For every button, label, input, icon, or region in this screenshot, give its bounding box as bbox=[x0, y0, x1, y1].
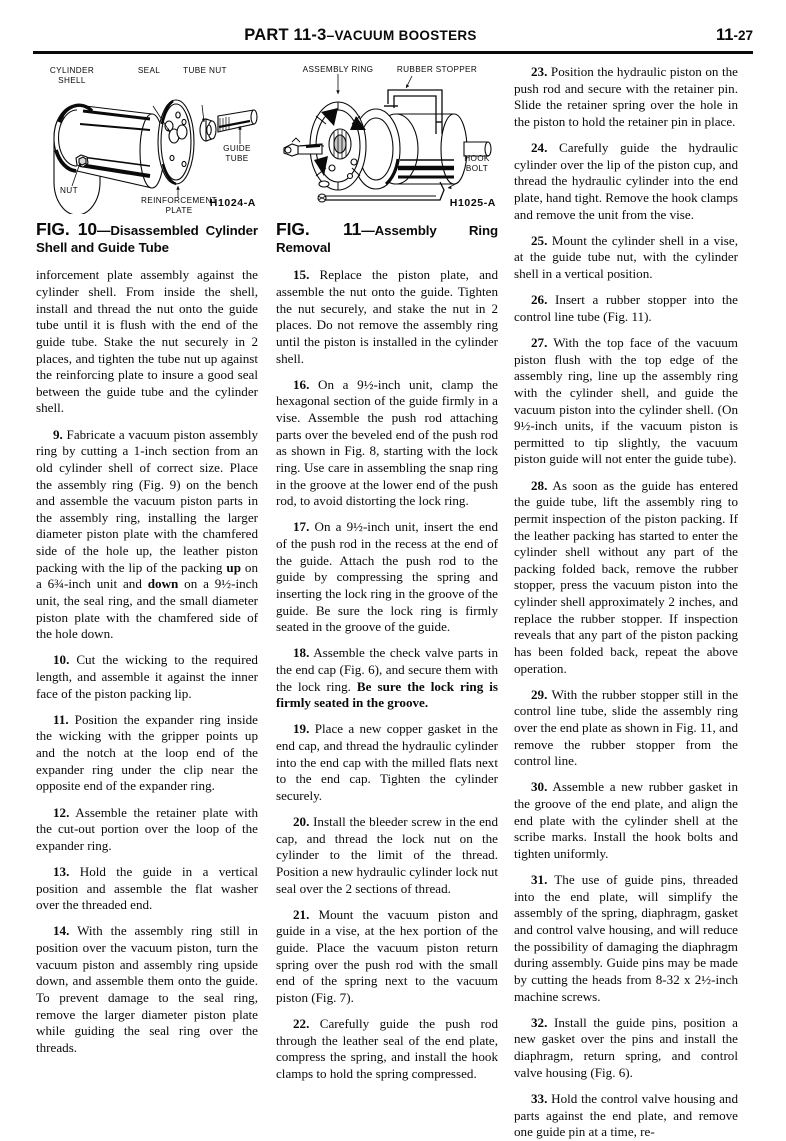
step-24 bbox=[514, 140, 738, 223]
step-18-number: 18. bbox=[293, 645, 310, 661]
step-26 bbox=[514, 292, 738, 325]
running-head bbox=[33, 26, 753, 48]
step-15 bbox=[276, 267, 498, 367]
text-column-1 bbox=[36, 64, 258, 1057]
step-26-text: Insert a rubber stopper into the control line tube (Fig. 11). bbox=[514, 292, 738, 324]
step-20 bbox=[276, 814, 498, 897]
step-17-text: On a 9½-inch unit, insert the end of the push rod in the recess at the end of the guide. Attach the push rod to the guide by compressing the spring and inserting the lock ring in the groove of the guide. Be sure the lock ring is firmly seated in the groove of the guide. bbox=[276, 519, 498, 635]
step-24-number: 24. bbox=[531, 140, 548, 156]
step-21-number: 21. bbox=[293, 906, 310, 922]
step-19-text: Place a new copper gasket in the end cap, and thread the hydraulic cylinder into the end cap with the milled flats next to the end cap. Tighten the cylinder securely. bbox=[276, 721, 498, 803]
step-25-number: 25. bbox=[531, 232, 548, 248]
figure-11-dash: — bbox=[361, 223, 375, 238]
part-number: PART 11-3 bbox=[244, 26, 327, 44]
step-9-tail: on a 9½-inch unit, the seal ring, and the small diameter piston plate with the chamfered side of the hole down. bbox=[36, 576, 259, 642]
step-10-number: 10. bbox=[53, 652, 70, 668]
callout-tube-nut: TUBE NUT bbox=[183, 66, 227, 75]
step-30-text: Assemble a new rubber gasket in the groove of the end plate, and align the end plate with the cylinder shell at the scribe marks. Install the hook bolts and tighten uniformly. bbox=[514, 779, 738, 862]
page-minor: -27 bbox=[733, 28, 753, 43]
figure-10-dash: — bbox=[97, 223, 111, 238]
figure-11-illustration bbox=[276, 64, 498, 214]
step-22 bbox=[276, 1016, 498, 1083]
step-9 bbox=[36, 427, 258, 643]
step-23-number: 23. bbox=[531, 64, 548, 79]
step-25-text: Mount the cylinder shell in a vise, at the guide tube nut, with the cylinder shell in a vertical position. bbox=[514, 232, 738, 282]
step-30 bbox=[514, 779, 738, 862]
step-19 bbox=[276, 721, 498, 804]
step-21-text: Mount the vacuum piston and guide in a vise, at the hex portion of the guide. Place the vacuum piston return spring over the push rod with the small end of the spring next to the vacuum piston (Fig. 7). bbox=[276, 906, 498, 1005]
figure-10-artwork bbox=[36, 64, 258, 214]
step-9-mid: on a 6¾-inch unit and bbox=[36, 559, 259, 592]
step-13-text: Hold the guide in a vertical position and assemble the flat washer over the threaded end. bbox=[36, 863, 258, 913]
step-17-number: 17. bbox=[293, 519, 310, 535]
step-15-number: 15. bbox=[293, 267, 310, 283]
figure-11-title: Assembly Ring Removal bbox=[276, 223, 498, 255]
step-12 bbox=[36, 805, 258, 855]
step-11-text: Position the expander ring inside the wicking with the gripper points up and the notch at the loop end of the expander ring under the clip near the opposite end of the expander ring. bbox=[36, 711, 258, 794]
figure-11 bbox=[276, 64, 498, 255]
figure-11-artwork bbox=[276, 64, 498, 214]
step-30-number: 30. bbox=[531, 779, 548, 795]
figure-10-code: H1024-A bbox=[209, 196, 256, 209]
callout-cylinder-shell: CYLINDER SHELL bbox=[49, 66, 95, 85]
step-14 bbox=[36, 923, 258, 1056]
callout-guide-tube: GUIDE TUBE bbox=[223, 144, 251, 163]
step-14-number: 14. bbox=[53, 923, 70, 939]
step-14-text: With the assembly ring still in position over the vacuum piston, turn the vacuum piston and assembly ring upside down, and assemble them onto the guide. To prevent damage to the seal ring, remove the larger diameter piston plate while guiding the seal ring over the threads. bbox=[36, 923, 258, 1055]
figure-10-title: Disassembled Cylinder Shell and Guide Tube bbox=[36, 223, 258, 255]
page-number bbox=[716, 26, 753, 45]
step-29-text: With the rubber stopper still in the control line tube, slide the assembly ring over the end plate as shown in Fig. 11, and remove the rubber stopper from the control line. bbox=[514, 686, 739, 769]
step-13 bbox=[36, 864, 258, 914]
step-22-text: Carefully guide the push rod through the leather seal of the end plate, compress the spring, and install the hook clamps to hold the spring compressed. bbox=[276, 1016, 498, 1082]
step-29 bbox=[514, 687, 738, 770]
step-15-text: Replace the piston plate, and assemble the nut onto the guide. Tighten the nut securely, and stake the nut in 2 places. Do not remove the assembly ring until the piston is installed in the cylinder shell. bbox=[276, 267, 498, 366]
page-major: 11 bbox=[716, 26, 734, 44]
step-33 bbox=[514, 1091, 738, 1141]
step-31-number: 31. bbox=[531, 872, 548, 888]
step-23 bbox=[514, 64, 738, 131]
callout-rubber-stopper: RUBBER STOPPER bbox=[396, 65, 478, 74]
figure-10 bbox=[36, 64, 258, 255]
step-16-text: On a 9½-inch unit, clamp the hexagonal section of the guide firmly in a vise. Assemble the push rod attaching parts over the beveled end of the push rod as shown in Fig. 8, starting with the lock ring. Use care in assembling the snap ring in the groove at the lower end of the push rod, to avoid distorting the lock ring. bbox=[276, 376, 498, 509]
step-28 bbox=[514, 478, 738, 678]
step-21 bbox=[276, 907, 498, 1007]
callout-assembly-ring: ASSEMBLY RING bbox=[302, 65, 374, 74]
step-27-number: 27. bbox=[531, 334, 548, 350]
step-23-text: Position the hydraulic piston on the push rod and secure with the retainer pin. Slide the retainer spring over the hole in the piston to hold the retainer pin in place. bbox=[514, 64, 738, 129]
step-10 bbox=[36, 652, 258, 702]
step-27 bbox=[514, 335, 738, 468]
text-column-3 bbox=[514, 64, 738, 1141]
step-20-text: Install the bleeder screw in the end cap, and thread the lock nut on the cylinder to the limit of the thread. Position a new hydraulic cylinder lock nut seal over the 2 sections of thread. bbox=[276, 814, 498, 896]
step-27-text: With the top face of the vacuum piston flush with the top edge of the assembly ring, line up the assembly ring with the cylinder shell, and guide the vacuum piston into the cylinder shell. (On 9½-inch units, if the vacuum piston is permitted to tip slightly, the vacuum piston guide will not enter the guide tube). bbox=[514, 334, 738, 467]
step-9-bold-down: down bbox=[147, 576, 179, 592]
step-29-number: 29. bbox=[531, 686, 548, 702]
header-rule bbox=[33, 51, 753, 54]
step-28-text: As soon as the guide has entered the guide tube, lift the assembly ring to permit inspection of the piston packing. If the leather packing has started to enter the cylinder shell without any part of the packing folded back, remove the rubber stopper, press the vacuum piston into the cylinder shell approximately 2 inches, and replace the rubber stopper. If inspection reveals that any part of the piston packing has been folded back, repeat the above operation. bbox=[514, 477, 738, 676]
step-32 bbox=[514, 1015, 738, 1082]
title-dash: – bbox=[326, 27, 335, 43]
step-28-number: 28. bbox=[531, 477, 548, 493]
callout-seal: SEAL bbox=[137, 66, 161, 75]
step-18 bbox=[276, 645, 498, 712]
step-16-number: 16. bbox=[293, 376, 310, 392]
step-9-text: Fabricate a vacuum piston assembly ring by cutting a 1-inch section from an old cylinder shell of correct size. Place the assembly ring (Fig. 9) on the bench and assemble the vacuum piston parts in the assembly ring, installing the larger diameter piston plate with the chamfered side of the hole up, the leather piston packing with the lip of the packing bbox=[36, 426, 259, 575]
figure-11-code: H1025-A bbox=[449, 196, 496, 209]
figure-11-caption bbox=[276, 219, 498, 255]
page-title bbox=[33, 26, 688, 45]
figure-11-label: FIG. 11 bbox=[276, 219, 362, 239]
step-18-text: Assemble the check valve parts in the end cap (Fig. 6), and secure them with the lock ring. bbox=[276, 645, 498, 694]
step-13-number: 13. bbox=[53, 863, 70, 879]
step-33-number: 33. bbox=[531, 1090, 548, 1106]
step-19-number: 19. bbox=[293, 721, 310, 737]
figure-10-caption bbox=[36, 219, 258, 255]
callout-nut: NUT bbox=[60, 186, 78, 195]
step-24-text: Carefully guide the hydraulic cylinder over the lip of the piston cup, and thread the hydraulic cylinder into the end plate, hand tight. Remove the hook clamps and remove the unit from the vise. bbox=[514, 140, 739, 222]
text-column-2 bbox=[276, 64, 498, 1083]
step-18-bold-tail: Be sure the lock ring is firmly seated in the groove. bbox=[276, 678, 498, 711]
step-22-number: 22. bbox=[293, 1016, 310, 1032]
step-11 bbox=[36, 712, 258, 795]
step-17 bbox=[276, 519, 498, 635]
step-25 bbox=[514, 233, 738, 283]
step-31-text: The use of guide pins, threaded into the end plate, will simplify the assembly of the spring, diaphragm, gasket and control valve housing, and will reduce the possibility of damaging the diaphragm during assembly. Guide pins may be made by cutting the heads from 8-32 x 2½-inch machine screws. bbox=[514, 872, 738, 1004]
callout-reinforcement-plate: REINFORCEMENT PLATE bbox=[141, 196, 217, 215]
step-32-text: Install the guide pins, position a new gasket over the pins and install the diaphragm, return spring, and control valve housing (Fig. 6). bbox=[514, 1014, 738, 1080]
step-20-number: 20. bbox=[293, 814, 310, 830]
step-9-bold-up: up bbox=[226, 559, 241, 575]
step-32-number: 32. bbox=[531, 1014, 548, 1030]
step-16 bbox=[276, 377, 498, 510]
step-33-text: Hold the control valve housing and parts against the end plate, and remove one guide pin at a time, re- bbox=[514, 1090, 738, 1140]
step-9-number: 9. bbox=[53, 426, 63, 442]
step-31 bbox=[514, 872, 738, 1005]
paragraph-continuation: inforcement plate assembly against the cylinder shell. From inside the shell, install and thread the nut onto the guide tube until it is flush with the end of the guide tube. Stake the nut securely in 2 places, and tighten the tube nut up against the reinforcing plate to insure a good seal between the guide tube and the cylinder shell. bbox=[36, 267, 258, 416]
step-26-number: 26. bbox=[531, 292, 548, 308]
step-12-number: 12. bbox=[53, 804, 70, 820]
step-10-text: Cut the wicking to the required length, and assemble it against the inner face of the piston packing lip. bbox=[36, 652, 258, 701]
step-11-number: 11. bbox=[53, 711, 69, 727]
callout-hook-bolt: HOOK BOLT bbox=[464, 154, 490, 173]
page-subject: VACUUM BOOSTERS bbox=[334, 28, 477, 43]
step-12-text: Assemble the retainer plate with the cut-out portion over the loop of the expander ring. bbox=[36, 804, 258, 853]
figure-10-label: FIG. 10 bbox=[36, 219, 98, 239]
